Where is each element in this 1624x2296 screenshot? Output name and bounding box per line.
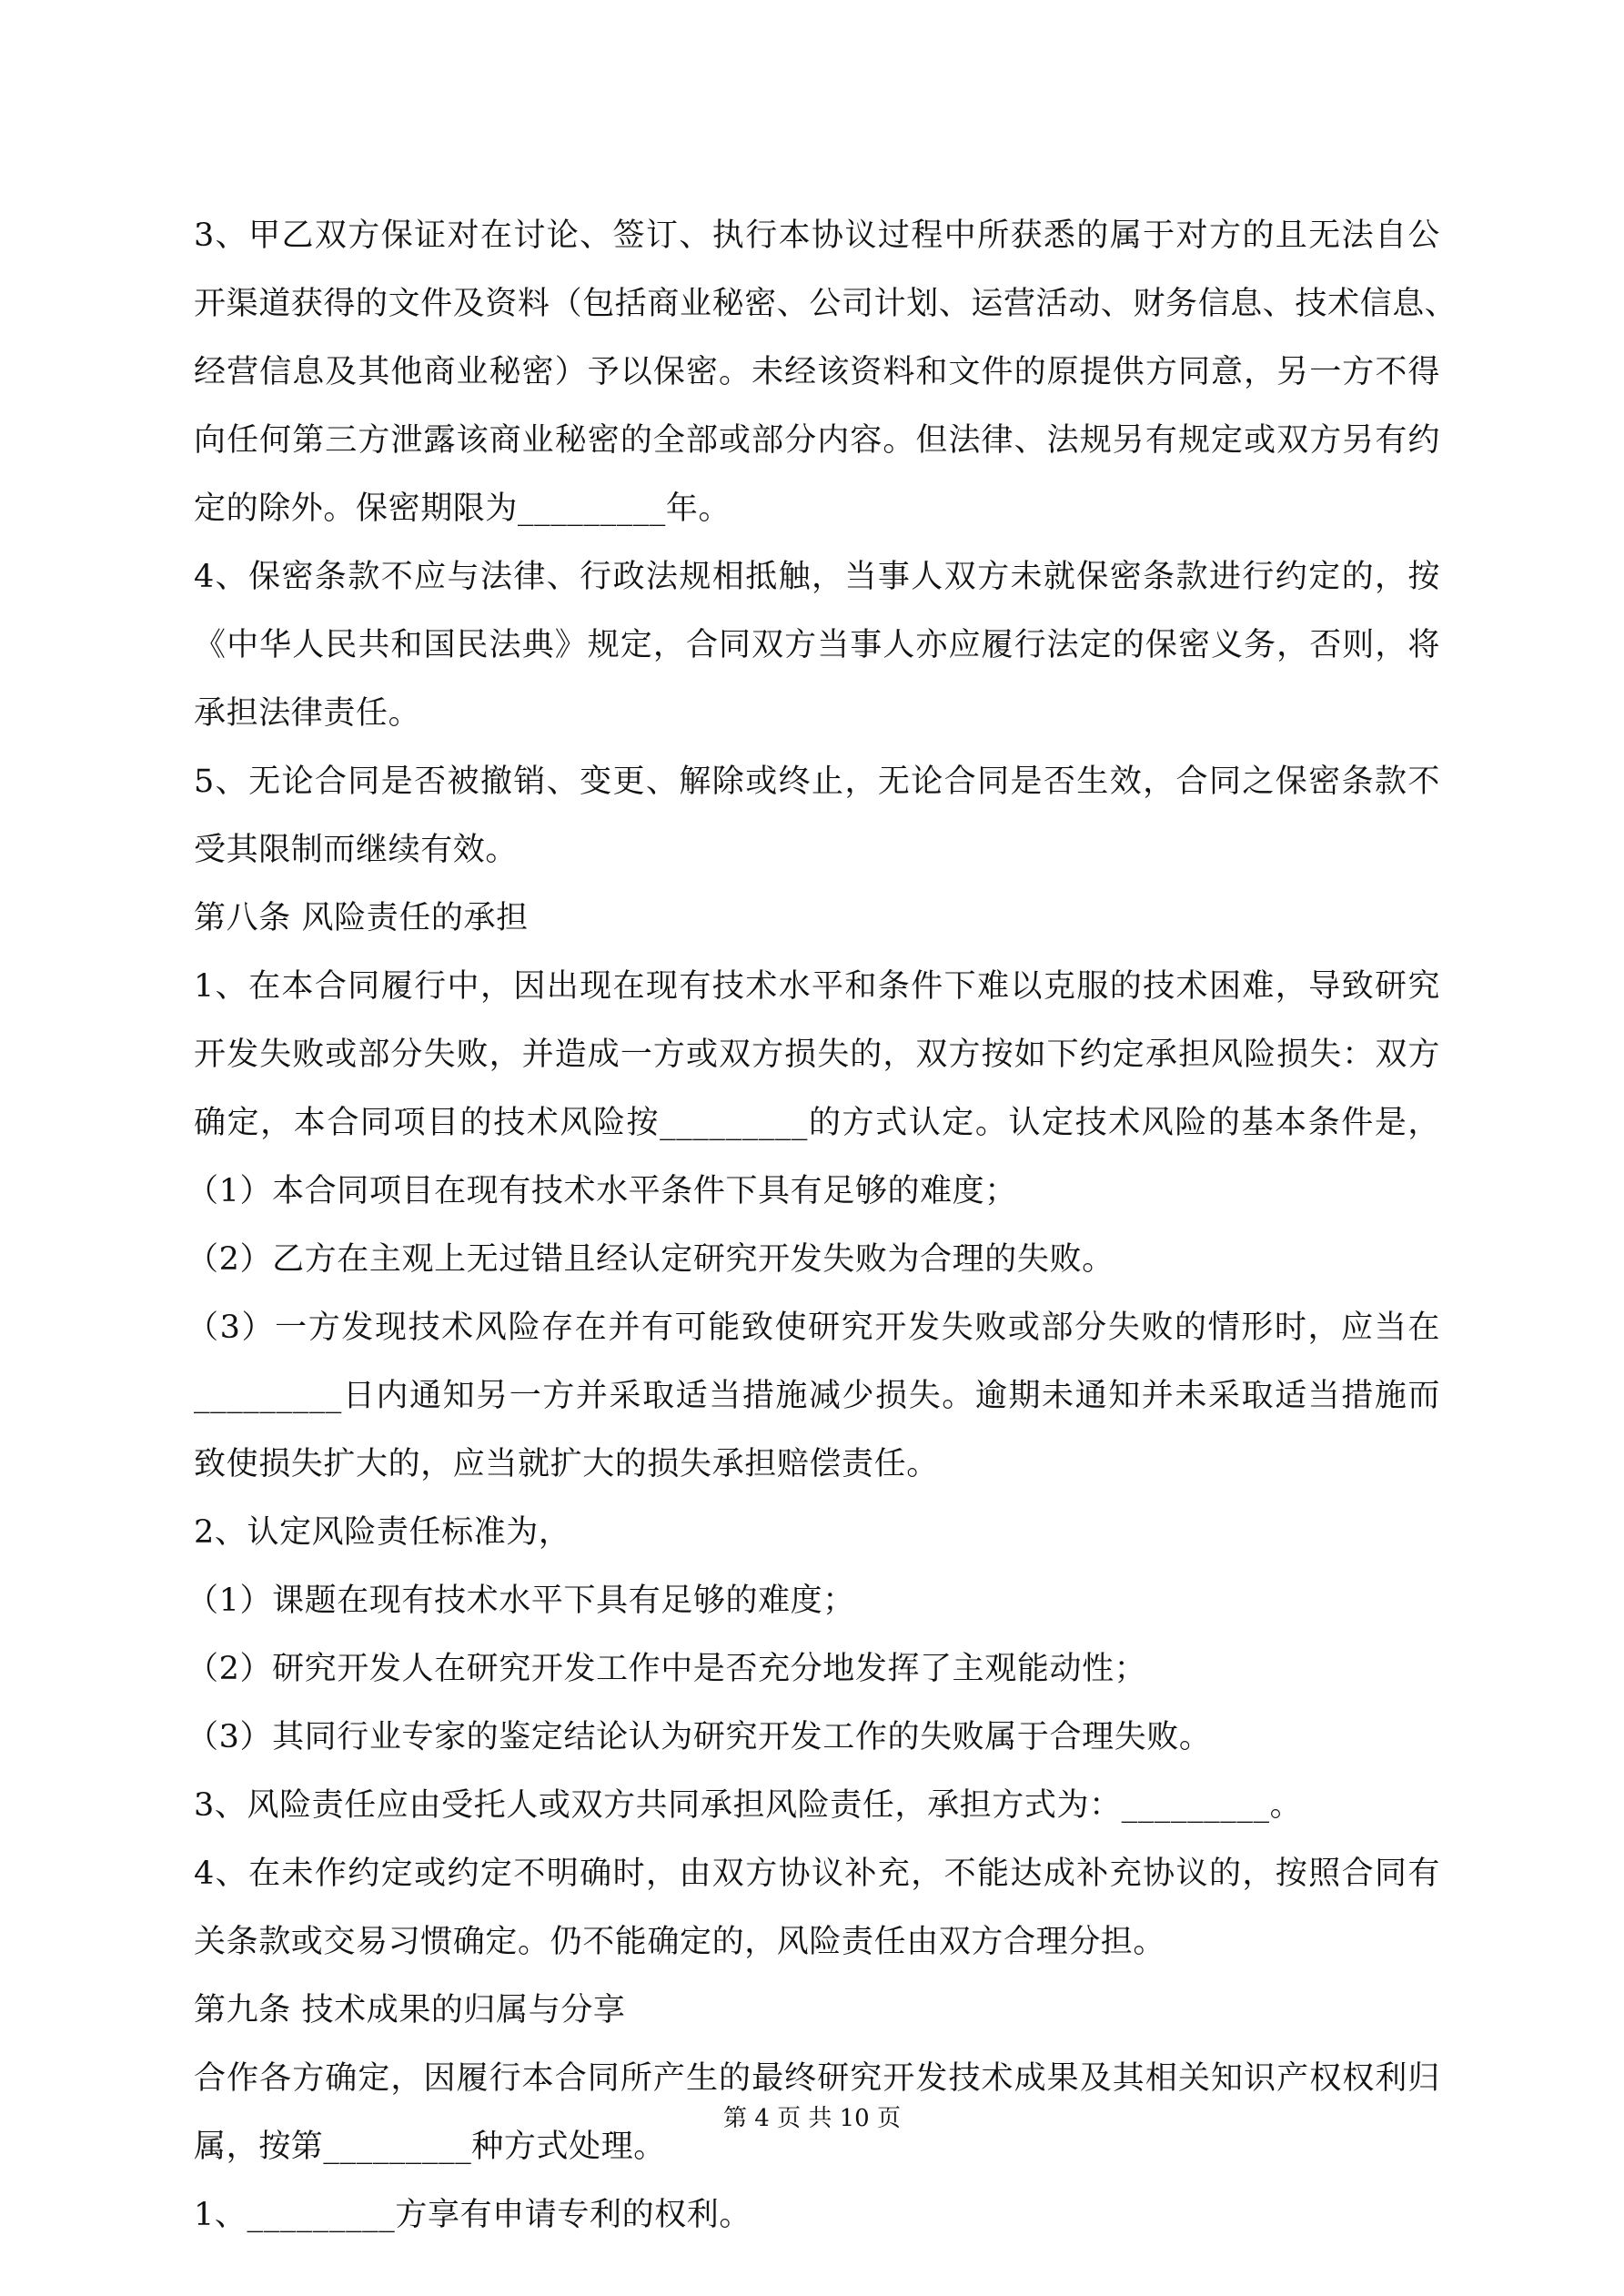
text-line: （3）其同行业专家的鉴定结论认为研究开发工作的失败属于合理失败。	[187, 1719, 1212, 1755]
text-line: 1、_________方享有申请专利的权利。	[194, 2197, 751, 2233]
text-line: 确定，本合同项目的技术风险按_________的方式认定。认定技术风险的基本条件是，	[194, 1105, 1440, 1141]
text-line: 经营信息及其他商业秘密）予以保密。未经该资料和文件的原提供方同意，另一方不得	[194, 354, 1440, 390]
section-heading: 第八条 风险责任的承担	[194, 900, 529, 936]
text-line: 属，按第_________种方式处理。	[194, 2129, 666, 2165]
text-line: _________日内通知另一方并采取适当措施减少损失。逾期未通知并未采取适当措施而	[194, 1378, 1440, 1414]
text-line: 开渠道获得的文件及资料（包括商业秘密、公司计划、运营活动、财务信息、技术信息、	[194, 286, 1458, 322]
text-line: 3、风险责任应由受托人或双方共同承担风险责任，承担方式为：_________。	[194, 1787, 1303, 1824]
text-line: 致使损失扩大的，应当就扩大的损失承担赔偿责任。	[194, 1446, 939, 1482]
text-line: （2）乙方在主观上无过错且经认定研究开发失败为合理的失败。	[187, 1241, 1115, 1278]
text-line: （1）课题在现有技术水平下具有足够的难度；	[187, 1583, 855, 1619]
text-line: 3、甲乙双方保证对在讨论、签订、执行本协议过程中所获悉的属于对方的且无法自公	[194, 217, 1440, 254]
text-line: 受其限制而继续有效。	[194, 832, 519, 868]
text-line: 2、认定风险责任标准为，	[194, 1514, 571, 1551]
text-line: 《中华人民共和国民法典》规定，合同双方当事人亦应履行法定的保密义务，否则，将	[194, 627, 1440, 663]
text-line: 承担法律责任。	[194, 695, 421, 732]
text-line: （1）本合同项目在现有技术水平条件下具有足够的难度；	[187, 1173, 1017, 1209]
text-line: 定的除外。保密期限为_________年。	[194, 491, 731, 527]
text-line: 4、保密条款不应与法律、行政法规相抵触，当事人双方未就保密条款进行约定的，按	[194, 559, 1440, 595]
text-line: 4、在未作约定或约定不明确时，由双方协议补充，不能达成补充协议的，按照合同有	[194, 1856, 1440, 1892]
document-body	[187, 202, 1458, 2250]
text-line: 合作各方确定，因履行本合同所产生的最终研究开发技术成果及其相关知识产权权利归	[194, 2060, 1440, 2097]
section-heading: 第九条 技术成果的归属与分享	[194, 1992, 626, 2028]
page-number-footer: 第 4 页 共 10 页	[723, 2105, 901, 2132]
text-line: 5、无论合同是否被撤销、变更、解除或终止，无论合同是否生效，合同之保密条款不	[194, 764, 1440, 800]
text-line: （2）研究开发人在研究开发工作中是否充分地发挥了主观能动性；	[187, 1651, 1147, 1687]
text-line: 开发失败或部分失败，并造成一方或双方损失的，双方按如下约定承担风险损失：双方	[194, 1037, 1440, 1073]
text-line: 1、在本合同履行中，因出现在现有技术水平和条件下难以克服的技术困难，导致研究	[194, 968, 1440, 1005]
text-line: （3）一方发现技术风险存在并有可能致使研究开发失败或部分失败的情形时，应当在	[187, 1310, 1440, 1346]
text-line: 关条款或交易习惯确定。仍不能确定的，风险责任由双方合理分担。	[194, 1924, 1166, 1960]
text-line: 向任何第三方泄露该商业秘密的全部或部分内容。但法律、法规另有规定或双方另有约	[194, 422, 1440, 459]
